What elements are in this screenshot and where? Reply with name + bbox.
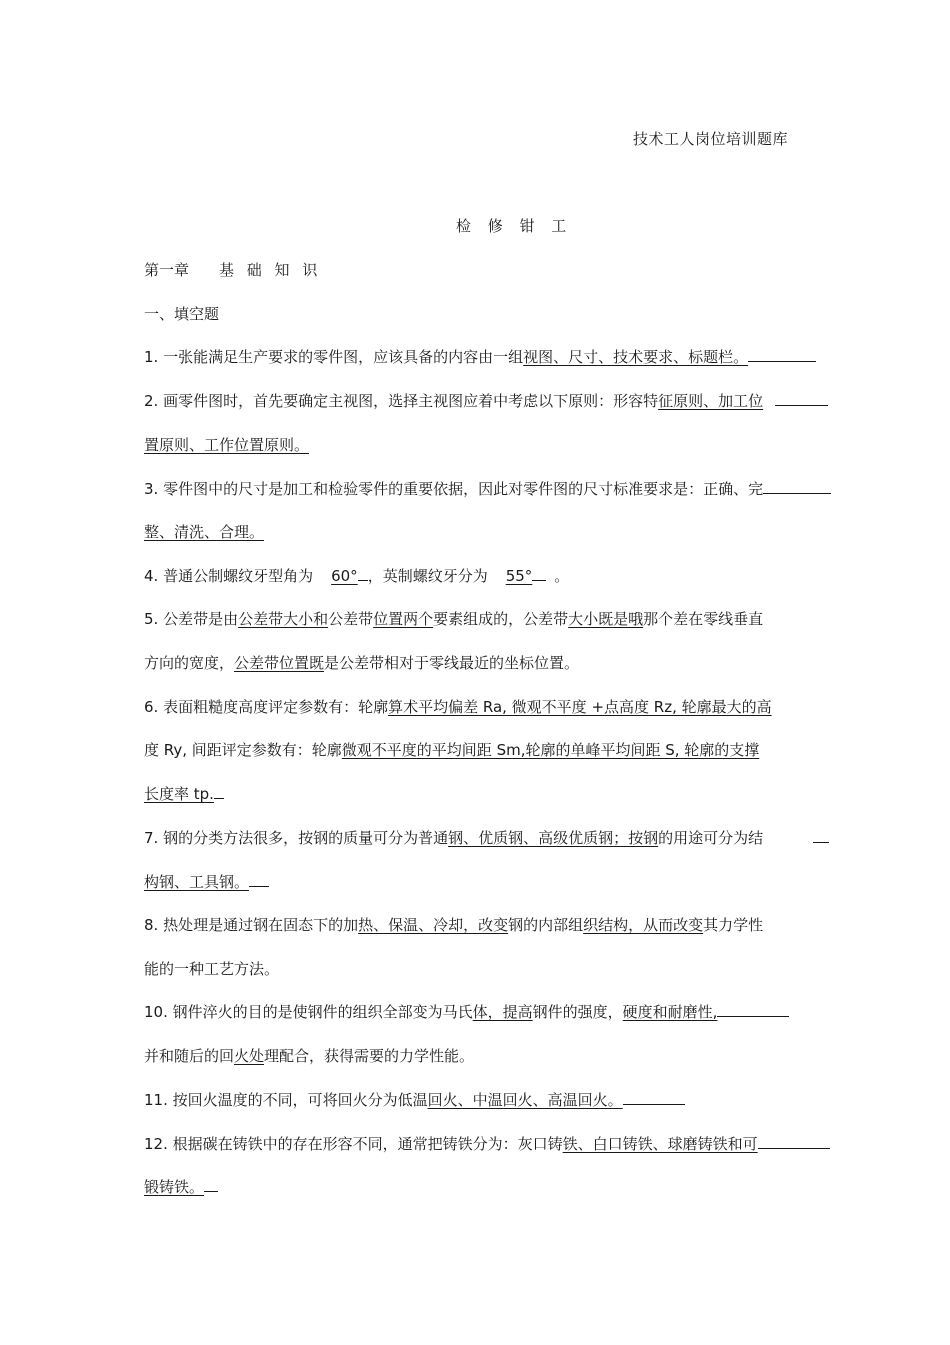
blank-line	[758, 1133, 830, 1149]
question-6-line-2	[144, 739, 759, 761]
answer-blank: 火处	[234, 1047, 265, 1065]
blank-line	[748, 346, 816, 362]
question-text: 1. 一张能满足生产要求的零件图，应该具备的内容由一组	[144, 348, 524, 366]
question-1	[144, 346, 816, 368]
question-text: 11. 按回火温度的不同，可将回火分为低温	[144, 1091, 428, 1109]
answer-blank: 公差带大小和	[238, 610, 329, 628]
answer-blank: 算术平均偏差 Ra, 微观不平度 +点高度 Rz, 轮廓最大的高	[388, 698, 772, 716]
answer-blank: 构钢、工具钢。	[144, 873, 250, 891]
question-text: 是公差带相对于零线最近的坐标位置。	[324, 654, 580, 672]
answer-blank: 长度率 tp.	[144, 785, 214, 803]
section-heading: 一、填空题	[144, 305, 220, 323]
question-5-line-2	[144, 652, 579, 674]
blank-line	[249, 871, 269, 887]
page-header: 技术工人岗位培训题库	[633, 130, 789, 148]
question-text: 6. 表面粗糙度高度评定参数有：轮廓	[144, 698, 389, 716]
question-text: 钢的内部组	[508, 916, 584, 934]
question-text: 并和随后的回	[144, 1047, 235, 1065]
question-text: 12. 根据碳在铸铁中的存在形容不同，通常把铸铁分为：灰口铸	[144, 1135, 563, 1153]
answer-blank: 整、清洗、合理。	[144, 523, 265, 541]
answer-blank: 热、保温、冷却，改变	[358, 916, 509, 934]
page-title: 检 修 钳 工	[456, 217, 573, 235]
answer-blank: 织结构，从而改变	[583, 916, 704, 934]
question-7-line-2	[144, 871, 269, 893]
question-7-line-1	[144, 827, 829, 849]
blank-line	[623, 1089, 685, 1105]
question-3-line-1	[144, 478, 831, 500]
question-8-line-2	[144, 958, 279, 980]
question-text: 方向的宽度，	[144, 654, 235, 672]
chapter-number: 第一章	[144, 261, 190, 279]
blank-line	[204, 1176, 218, 1192]
chapter-heading	[144, 259, 321, 281]
question-text: 要素组成的，公差带	[433, 610, 569, 628]
blank-line	[532, 565, 546, 581]
question-8-line-1	[144, 914, 763, 936]
question-text: 5. 公差带是由	[144, 610, 239, 628]
answer-blank: 钢、优质钢、高级优质钢；按钢	[448, 829, 659, 847]
blank-line	[214, 783, 224, 799]
question-12-line-1	[144, 1133, 830, 1155]
answer-blank: 铁、白口铸铁、球磨铸铁和可	[562, 1135, 758, 1153]
question-text: 钢件的强度，	[532, 1003, 623, 1021]
question-2-line-2	[144, 434, 309, 456]
question-text: ，英制螺纹牙分为	[367, 567, 488, 585]
question-text: 10. 钢件淬火的目的是使钢件的组织全部变为马氏	[144, 1003, 473, 1021]
answer-blank: 公差带位置既	[234, 654, 325, 672]
answer-blank: 硬度和耐磨性,	[622, 1003, 718, 1021]
question-10-line-2	[144, 1045, 474, 1067]
question-6-line-1	[144, 696, 772, 718]
question-text: 4. 普通公制螺纹牙型角为	[144, 567, 314, 585]
chapter-name: 基 础 知 识	[219, 261, 322, 279]
question-text: 8. 热处理是通过钢在固态下的加	[144, 916, 359, 934]
blank-line	[763, 478, 831, 494]
question-3-line-2	[144, 521, 264, 543]
question-6-line-3	[144, 783, 224, 805]
question-text: 7. 钢的分类方法很多，按钢的质量可分为普通	[144, 829, 449, 847]
blank-line	[358, 565, 368, 581]
blank-line	[775, 390, 828, 406]
answer-blank: 置原则、工作位置原则。	[144, 436, 310, 454]
question-text: 那个差在零线垂直	[643, 610, 764, 628]
question-5-line-1	[144, 608, 763, 630]
answer-blank: 征原则、加工位	[658, 392, 764, 410]
answer-blank: 回火、中温回火、高温回火。	[427, 1091, 623, 1109]
question-4	[144, 565, 569, 587]
question-text: 公差带	[328, 610, 374, 628]
question-text: 度 Ry, 间距评定参数有：轮廓	[144, 741, 342, 759]
question-text: 其力学性	[703, 916, 764, 934]
question-10-line-1	[144, 1001, 789, 1023]
blank-line	[813, 827, 829, 843]
question-text: 3. 零件图中的尺寸是加工和检验零件的重要依据，因此对零件图的尺寸标准要求是：正确、完	[144, 480, 764, 498]
answer-blank: 位置两个	[373, 610, 434, 628]
answer-blank: 锻铸铁。	[144, 1178, 205, 1196]
answer-blank: 微观不平度的平均间距 Sm,轮廓的单峰平均间距 S, 轮廓的支撑	[341, 741, 760, 759]
answer-blank: 体，提高	[472, 1003, 533, 1021]
question-12-line-2	[144, 1176, 218, 1198]
question-text: 2. 画零件图时，首先要确定主视图，选择主视图应着中考虑以下原则：形容特	[144, 392, 659, 410]
answer-blank: 60°	[331, 567, 358, 585]
question-text: 能的一种工艺方法。	[144, 960, 280, 978]
answer-blank: 大小既是哦	[568, 610, 644, 628]
question-text: 。	[554, 567, 570, 585]
question-text: 理配合，获得需要的力学性能。	[264, 1047, 475, 1065]
question-text: 的用途可分为结	[658, 829, 764, 847]
answer-blank: 视图、尺寸、技术要求、标题栏。	[523, 348, 749, 366]
question-2-line-1	[144, 390, 828, 412]
question-11	[144, 1089, 685, 1111]
answer-blank: 55°	[505, 567, 533, 585]
blank-line	[717, 1001, 789, 1017]
